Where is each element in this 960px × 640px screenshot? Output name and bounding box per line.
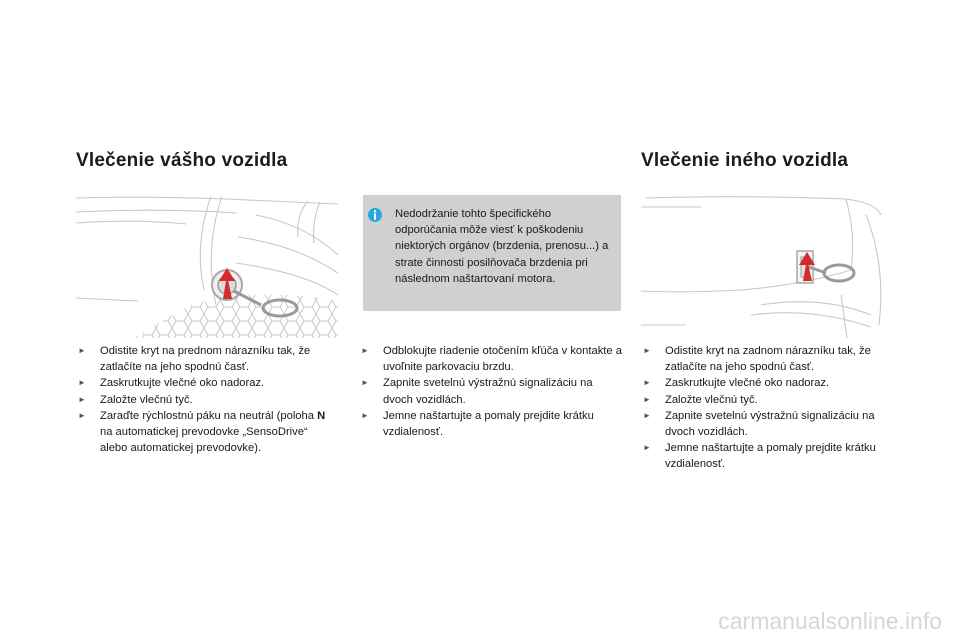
list-item: ► Zaskrutkujte vlečné oko nadoraz. [642,375,907,391]
list-item: ► Odistite kryt na prednom nárazníku tak, že zatlačíte na jeho spodnú časť. [77,343,337,375]
list-item: ► Založte vlečnú tyč. [77,392,337,408]
gear-position-n: N [317,409,326,422]
list-item-text: na automatickej prevodovke „SensoDrive“ alebo automatickej prevodovke). [100,426,308,455]
info-warning-text: Nedodržanie tohto špecifického odporúčania môže viesť k poškodeniu niektorých orgánov (brzdenia, prenosu...) a strate činnosti posilňovača brzdenia pri následnom naštartovaní motora. [395,208,609,285]
list-item: ► Založte vlečnú tyč. [642,392,907,408]
rear-bumper-towing-eye-illustration [641,195,903,338]
watermark: carmanualsonline.info [718,608,942,634]
instructions-own-vehicle [77,343,337,456]
list-item-text: Zaraďte rýchlostnú páku na neutrál (poloha [100,409,318,422]
section-title-towing-other-vehicle: Vlečenie iného vozidla [641,150,849,171]
list-item: ► Odblokujte riadenie otočením kľúča v kontakte a uvoľnite parkovaciu brzdu. [360,343,622,375]
list-item: ► Odistite kryt na zadnom nárazníku tak, že zatlačíte na jeho spodnú časť. [642,343,907,375]
section-title-towing-own-vehicle: Vlečenie vášho vozidla [76,150,288,171]
instructions-own-vehicle-continued [360,343,622,440]
list-item: ► Zapnite svetelnú výstražnú signalizáciu na dvoch vozidlách. [360,375,622,407]
list-item: ► Zapnite svetelnú výstražnú signalizáciu na dvoch vozidlách. [642,408,907,440]
info-warning-box [363,195,621,311]
list-item: ► Jemne naštartujte a pomaly prejdite krátku vzdialenosť. [642,440,907,472]
instructions-other-vehicle [642,343,907,473]
list-item: ► Jemne naštartujte a pomaly prejdite krátku vzdialenosť. [360,408,622,440]
list-item: ► Zaskrutkujte vlečné oko nadoraz. [77,375,337,391]
list-item [77,408,337,457]
front-bumper-towing-eye-illustration [76,195,338,338]
info-icon [368,208,382,222]
